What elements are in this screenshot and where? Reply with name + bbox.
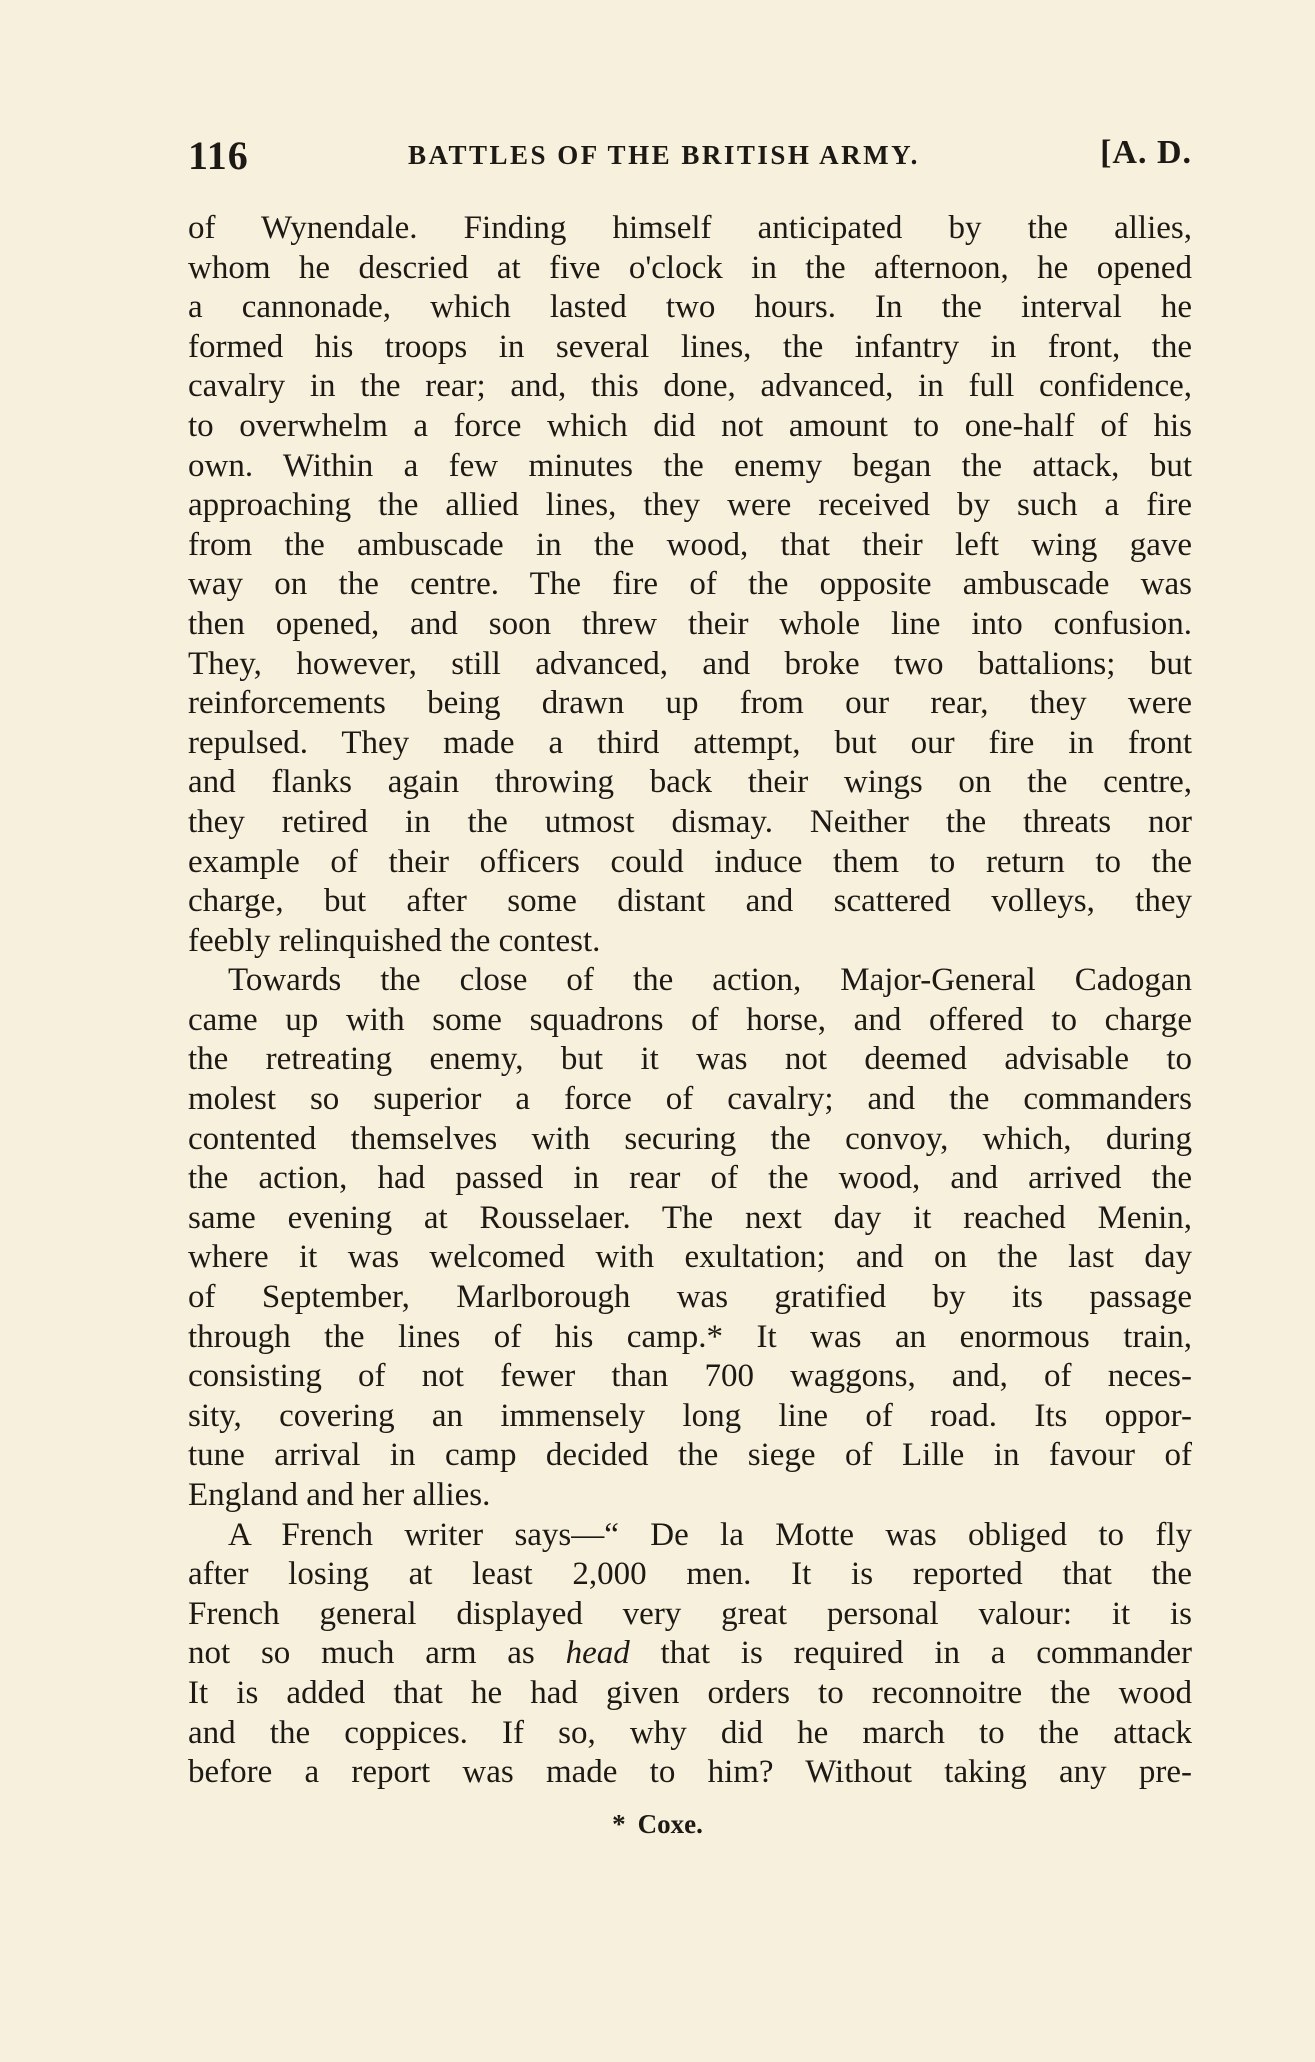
text-line: example of their officers could induce them to return to the [188, 843, 1192, 880]
text-line: own. Within a few minutes the enemy began the attack, but [188, 447, 1192, 484]
footnote [0, 1809, 1315, 1840]
text-line: contented themselves with securing the convoy, which, during [188, 1120, 1192, 1157]
running-title: BATTLES OF THE BRITISH ARMY. [408, 140, 920, 170]
body-text [188, 209, 1192, 1793]
text-line: reinforcements being drawn up from our rear, they were [188, 685, 1192, 722]
text-line: A French writer says—“ De la Motte was obliged to fly [228, 1516, 1192, 1553]
page-number: 116 [188, 133, 249, 178]
text-line: molest so superior a force of cavalry; and the commanders [188, 1081, 1192, 1118]
text-line: where it was welcomed with exultation; and on the last day [188, 1239, 1192, 1276]
page-header [188, 132, 1192, 178]
text-line: and the coppices. If so, why did he march to the attack [188, 1714, 1192, 1751]
text-line: England and her allies. [188, 1477, 491, 1513]
text-line: after losing at least 2,000 men. It is reported that the [188, 1556, 1192, 1593]
text-line: the action, had passed in rear of the wood, and arrived the [188, 1160, 1192, 1197]
text-line: through the lines of his camp.* It was an enormous train, [188, 1318, 1192, 1355]
text-line: not so much arm as head that is required in a commander [188, 1635, 1192, 1672]
text-line: of Wynendale. Finding himself anticipated by the allies, [188, 210, 1192, 246]
footnote-text: Coxe. [637, 1809, 703, 1839]
text-line: whom he descried at five o'clock in the afternoon, he opened [188, 249, 1192, 286]
text-line: feebly relinquished the contest. [188, 922, 601, 959]
text-line: they retired in the utmost dismay. Neither the threats nor [188, 803, 1192, 840]
text-line: before a report was made to him? Without taking any pre- [188, 1754, 1192, 1791]
text-line: formed his troops in several lines, the infantry in front, the [188, 328, 1192, 365]
footnote-mark: * [612, 1809, 626, 1839]
year-tag: [A. D. [1100, 134, 1192, 171]
text-line: They, however, still advanced, and broke two battalions; but [188, 645, 1192, 682]
text-line: charge, but after some distant and scattered volleys, they [188, 883, 1192, 920]
text-line: sity, covering an immensely long line of road. Its oppor- [188, 1397, 1192, 1434]
text-line: came up with some squadrons of horse, and offered to charge [188, 1001, 1192, 1038]
text-line: cavalry in the rear; and, this done, advanced, in full confidence, [188, 368, 1192, 405]
text-line: consisting of not fewer than 700 waggons, and, of neces- [188, 1358, 1192, 1395]
text-line: same evening at Rousselaer. The next day it reached Menin, [188, 1199, 1192, 1236]
text-line: then opened, and soon threw their whole line into confusion. [188, 605, 1192, 642]
text-line: French general displayed very great personal valour: it is [188, 1595, 1192, 1632]
text-line: from the ambuscade in the wood, that their left wing gave [188, 526, 1192, 563]
text-line: tune arrival in camp decided the siege of Lille in favour of [188, 1437, 1192, 1474]
text-line: the retreating enemy, but it was not deemed advisable to [188, 1041, 1192, 1078]
text-line: to overwhelm a force which did not amount to one-half of his [188, 407, 1192, 444]
text-line: way on the centre. The fire of the opposite ambuscade was [188, 566, 1192, 603]
text-line: a cannonade, which lasted two hours. In the interval he [188, 289, 1192, 326]
text-line: It is added that he had given orders to reconnoitre the wood [188, 1674, 1192, 1711]
text-line: repulsed. They made a third attempt, but our fire in front [188, 724, 1192, 761]
emphasized-word: head [565, 1635, 630, 1672]
text-line: and flanks again throwing back their wings on the centre, [188, 764, 1192, 801]
text-line: Towards the close of the action, Major-General Cadogan [228, 962, 1192, 999]
text-line: approaching the allied lines, they were received by such a fire [188, 487, 1192, 524]
text-line: of September, Marlborough was gratified by its passage [188, 1279, 1192, 1316]
